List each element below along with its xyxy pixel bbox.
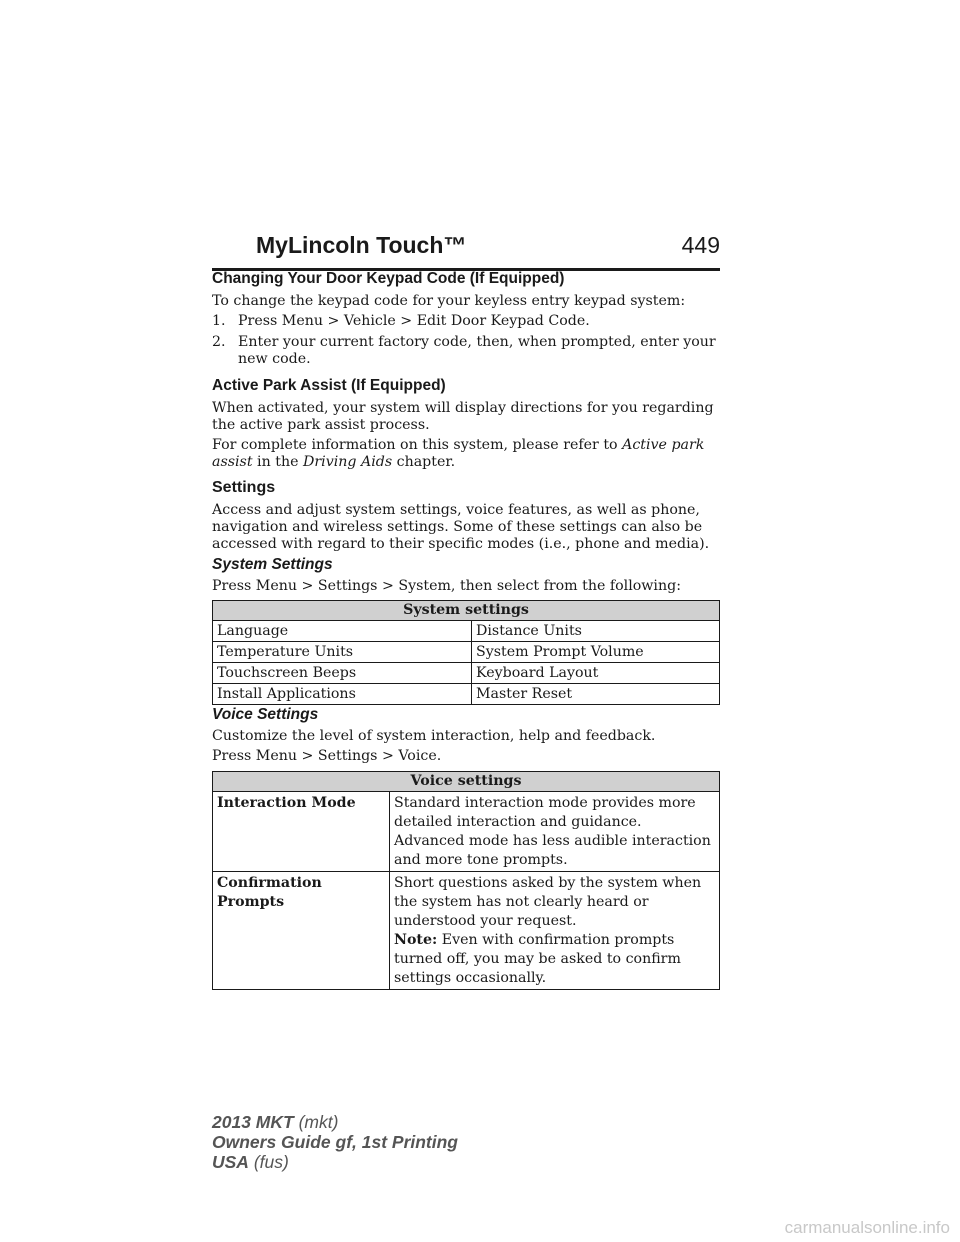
- cell-text: Short questions asked by the system when the system has not clearly heard or understood your request.: [394, 875, 702, 929]
- keypad-heading: Changing Your Door Keypad Code (If Equipped): [212, 270, 565, 287]
- table-cell: Install Applications: [213, 684, 472, 705]
- voice-settings-para-1: Customize the level of system interaction, help and feedback.: [212, 728, 656, 744]
- para-text: in the: [252, 454, 303, 470]
- table-row: [213, 621, 720, 642]
- voice-settings-table: [212, 771, 720, 990]
- table-cell-label: Confirmation Prompts: [213, 872, 390, 990]
- footer-model: 2013 MKT: [212, 1112, 294, 1132]
- settings-heading: Settings: [212, 479, 276, 496]
- settings-para: Access and adjust system settings, voice features, as well as phone, navigation and wireless settings. Some of these settings can also be accessed with regard to their specific modes (i.e., phone and media).: [212, 502, 710, 552]
- voice-settings-para-2: Press Menu > Settings > Voice.: [212, 748, 442, 764]
- step-text: Enter your current factory code, then, when prompted, enter your new code.: [238, 334, 716, 367]
- footer-region-code: (fus): [248, 1152, 289, 1172]
- park-assist-para-1: When activated, your system will display directions for you regarding the active park assist process.: [212, 400, 714, 433]
- table-cell: Keyboard Layout: [472, 663, 720, 684]
- chapter-reference[interactable]: Driving Aids: [303, 454, 393, 470]
- site-watermark: carmanualsonline.info: [784, 1218, 950, 1237]
- table-row: [213, 684, 720, 705]
- table-caption: System settings: [213, 601, 720, 621]
- table-row: [213, 792, 720, 872]
- keypad-intro: To change the keypad code for your keyless entry keypad system:: [212, 293, 686, 309]
- keypad-step-2: [212, 334, 720, 368]
- note-label: Note:: [394, 932, 438, 948]
- park-assist-para-2: [212, 437, 720, 471]
- page-content: [212, 270, 720, 990]
- voice-settings-heading: Voice Settings: [212, 706, 319, 723]
- table-cell: Language: [213, 621, 472, 642]
- step-number: 1.: [212, 313, 226, 329]
- cell-text: Advanced mode has less audible interaction and more tone prompts.: [394, 833, 711, 868]
- keypad-step-1: [212, 313, 720, 330]
- para-text: For complete information on this system, please refer to: [212, 437, 623, 453]
- system-settings-table: [212, 600, 720, 705]
- park-assist-heading: Active Park Assist (If Equipped): [212, 377, 446, 394]
- table-row: [213, 642, 720, 663]
- system-settings-para: Press Menu > Settings > System, then select from the following:: [212, 578, 681, 594]
- table-cell: Touchscreen Beeps: [213, 663, 472, 684]
- footer-line-2: Owners Guide gf, 1st Printing: [212, 1132, 458, 1152]
- page-header: [212, 226, 720, 271]
- cell-note: [394, 931, 715, 988]
- step-text: Press Menu > Vehicle > Edit Door Keypad Code.: [238, 313, 590, 329]
- para-text: chapter.: [392, 454, 456, 470]
- table-row: [213, 663, 720, 684]
- footer-region: USA: [212, 1152, 249, 1172]
- footer-code: (mkt): [293, 1112, 339, 1132]
- footer-line-1: [212, 1112, 458, 1132]
- table-cell: Temperature Units: [213, 642, 472, 663]
- system-settings-heading: System Settings: [212, 556, 333, 573]
- table-cell: System Prompt Volume: [472, 642, 720, 663]
- table-caption: Voice settings: [213, 772, 720, 792]
- note-text: Even with confirmation prompts turned off, you may be asked to confirm settings occasionally.: [394, 932, 681, 986]
- table-cell: [390, 792, 720, 872]
- table-cell: Master Reset: [472, 684, 720, 705]
- table-row: [213, 872, 720, 990]
- chapter-title: MyLincoln Touch™: [256, 232, 467, 258]
- step-number: 2.: [212, 334, 226, 350]
- table-cell-label: Interaction Mode: [213, 792, 390, 872]
- table-cell: Distance Units: [472, 621, 720, 642]
- table-cell: [390, 872, 720, 990]
- cell-text: Standard interaction mode provides more detailed interaction and guidance.: [394, 795, 696, 830]
- cross-reference-link[interactable]: Active park assist: [212, 437, 705, 470]
- page-number: 449: [681, 232, 720, 258]
- print-footer: [212, 1112, 458, 1172]
- footer-line-3: [212, 1152, 458, 1172]
